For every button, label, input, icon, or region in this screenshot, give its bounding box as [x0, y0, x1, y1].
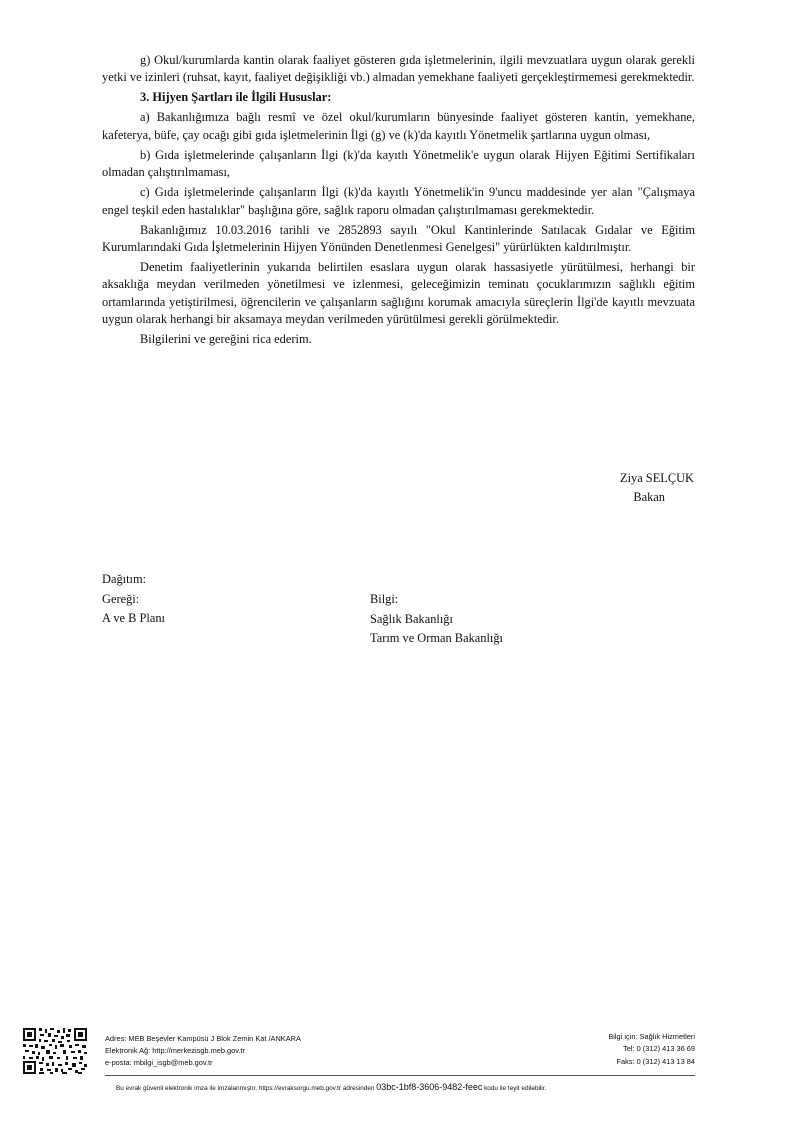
gereği-label: Gereği: [102, 591, 140, 606]
paragraph-a: a) Bakanlığımıza bağlı resmî ve özel okul/kurumların bünyesinde faaliyet gösteren kantin, yemekhane, kafeterya, büfe, çay ocağı gibi gıda işletmelerinin İlgi (g) ve (k)'da kayıtlı Yönetmelik şartlarına uygun olması, [102, 110, 695, 142]
signatory-name: Ziya SELÇUK [620, 471, 694, 485]
signatory-title: Bakan [633, 490, 665, 504]
paragraph-g: g) Okul/kurumlarda kantin olarak faaliyet gösteren gıda işletmelerinin, ilgili mevzuatlara uygun olarak gerekli yetki ve izinleri (ruhsat, kayıt, faaliyet değişikliği vb.) almadan yemekhane faaliyeti gerçekleştirmemesi gerekmektedir. [102, 53, 695, 85]
verify-prefix: Bu evrak güvenli elektronik imza ile imzalanmıştır. https://evraksorgu.meb.gov.tr adresinden [116, 1085, 375, 1092]
footer-divider [105, 1075, 695, 1076]
bilgi-label: Bilgi: [370, 592, 399, 606]
paragraph-rica: Bilgilerini ve gereğini rica ederim. [140, 332, 312, 347]
footer-verification [116, 1082, 546, 1092]
footer-email[interactable]: e-posta: mbilgi_isgb@meb.gov.tr [105, 1058, 213, 1068]
footer-address-block [105, 1033, 301, 1070]
gereği-item: A ve B Planı [102, 611, 165, 626]
section-heading-hygiene: 3. Hijyen Şartları ile İlgili Hususlar: [140, 90, 332, 105]
footer-info-label: Bilgi için: Sağlık Hizmetleri [608, 1032, 695, 1041]
paragraph-c: c) Gıda işletmelerinde çalışanların İlgi (k)'da kayıtlı Yönetmelik'in 9'uncu maddesinde yer alan "Çalışmaya engel teşkil eden hastalıklar" başlığına göre, sağlık raporu olmadan çalıştırılmaması gerekmektedir. [102, 185, 695, 217]
distribution-bilgi [370, 590, 503, 649]
footer-address: Adres: MEB Beşevler Kampüsü J Blok Zemin Kat /ANKARA [105, 1034, 301, 1043]
footer-network-link[interactable]: Elektronik Ağ: http://merkezisgb.meb.gov.tr [105, 1046, 245, 1056]
qr-code-icon [22, 1027, 88, 1075]
paragraph-denetim: Denetim faaliyetlerinin yukarıda belirtilen esaslara uygun olarak hassasiyetle yürütülmesi, herhangi bir aksaklığa meydan verilmeden yönetilmesi ve izlenmesi, geleceğimizin teminatı çocuklarımızın sağlıklı eğitim ortamlarında yetiştirilmesi, öğrencilerin ve çalışanların sağlığını korumak amacıyla süreçlerin İlgi'de kayıtlı mevzuata uygun olarak herhangi bir aksamaya meydan verilmeden yürütülmesi gerekli görülmektedir. [102, 260, 695, 327]
footer-phone: Tel: 0 (312) 413 36 69 [623, 1044, 695, 1054]
paragraph-genelge: Bakanlığımız 10.03.2016 tarihli ve 2852893 sayılı "Okul Kantinlerinde Satılacak Gıdalar ve Eğitim Kurumlarındaki Gıda İşletmelerinin Hijyen Yönünden Denetlenmesi Genelgesi" yürürlükten kaldırılmıştır. [102, 222, 695, 255]
distribution-label: Dağıtım: [102, 572, 147, 586]
letter-body [102, 52, 695, 351]
bilgi-item: Sağlık Bakanlığı [370, 611, 453, 626]
verify-code: 03bc-1bf8-3606-9482-feec [376, 1082, 483, 1092]
distribution-gereği [102, 570, 165, 629]
footer-fax: Faks: 0 (312) 413 13 84 [616, 1056, 695, 1066]
verify-suffix: kodu ile teyit edilebilir. [484, 1085, 547, 1092]
signature-block [620, 469, 694, 507]
bilgi-item: Tarım ve Orman Bakanlığı [370, 631, 503, 646]
footer-contact-block [608, 1031, 695, 1068]
paragraph-b: b) Gıda işletmelerinde çalışanların İlgi (k)'da kayıtlı Yönetmelik'e uygun olarak Hijyen Eğitimi Sertifikaları olmadan çalıştırılmaması, [102, 147, 695, 180]
page-footer [22, 1027, 699, 1097]
